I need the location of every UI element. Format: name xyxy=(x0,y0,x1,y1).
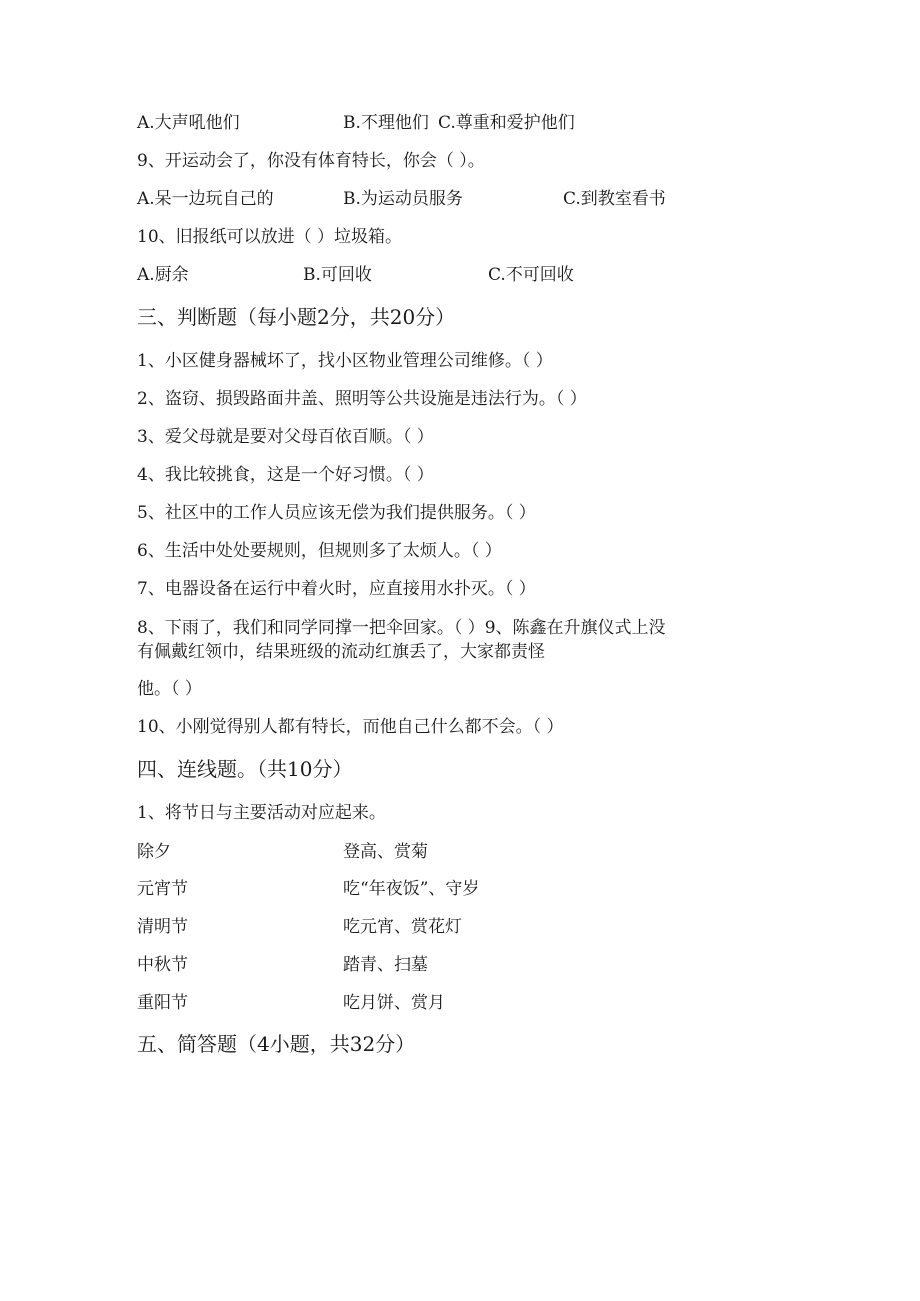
q9-stem: 9、开运动会了，你没有体育特长，你会（ ）。 xyxy=(137,151,485,171)
q8-option-a: A.大声吼他们 xyxy=(137,113,240,133)
q10-option-a: A.厨余 xyxy=(137,265,189,285)
judge-item-1: 1、小区健身器械坏了，找小区物业管理公司维修。（ ） xyxy=(137,351,553,371)
activity-item: 吃元宵、赏花灯 xyxy=(343,917,462,937)
q8-option-c: C.尊重和爱护他们 xyxy=(438,113,575,133)
judge-item-9-cont: 有佩戴红领巾，结果班级的流动红旗丢了，大家都责怪 xyxy=(137,642,545,662)
judge-item-8: 8、下雨了，我们和同学同撑一把伞回家。（ ）9、陈鑫在升旗仪式上没 xyxy=(137,618,666,638)
activity-item: 吃“年夜饭”、守岁 xyxy=(343,879,480,899)
judge-item-6: 6、生活中处处要规则，但规则多了太烦人。（ ） xyxy=(137,541,502,561)
judge-item-5: 5、社区中的工作人员应该无偿为我们提供服务。（ ） xyxy=(137,503,536,523)
section5-title: 五、简答题（4小题，共32分） xyxy=(137,1032,416,1056)
section3-title: 三、判断题（每小题2分，共20分） xyxy=(137,305,456,329)
matching-prompt: 1、将节日与主要活动对应起来。 xyxy=(137,803,386,823)
q9-option-a: A.呆一边玩自己的 xyxy=(137,189,274,209)
judge-item-10: 10、小刚觉得别人都有特长，而他自己什么都不会。（ ） xyxy=(137,717,564,737)
judge-item-7: 7、电器设备在运行中着火时，应直接用水扑灭。（ ） xyxy=(137,579,536,599)
q9-option-b: B.为运动员服务 xyxy=(343,189,463,209)
judge-item-2: 2、盗窃、损毁路面井盖、照明等公共设施是违法行为。（ ） xyxy=(137,389,587,409)
festival-item: 重阳节 xyxy=(137,993,188,1013)
activity-item: 登高、赏菊 xyxy=(343,842,428,862)
q10-option-c: C.不可回收 xyxy=(488,265,574,285)
judge-item-3: 3、爱父母就是要对父母百依百顺。（ ） xyxy=(137,427,434,447)
q10-option-b: B.可回收 xyxy=(303,265,372,285)
festival-item: 清明节 xyxy=(137,917,188,937)
q10-stem: 10、旧报纸可以放进（ ）垃圾箱。 xyxy=(137,227,403,247)
section4-title: 四、连线题。（共10分） xyxy=(137,757,353,781)
q9-option-c: C.到教室看书 xyxy=(563,189,666,209)
festival-item: 除夕 xyxy=(137,842,171,862)
q8-option-b: B.不理他们 xyxy=(343,113,429,133)
judge-item-9-end: 他。（ ） xyxy=(137,679,202,699)
activity-item: 踏青、扫墓 xyxy=(343,955,428,975)
festival-item: 元宵节 xyxy=(137,879,188,899)
judge-item-4: 4、我比较挑食，这是一个好习惯。（ ） xyxy=(137,465,434,485)
festival-item: 中秋节 xyxy=(137,955,188,975)
activity-item: 吃月饼、赏月 xyxy=(343,993,445,1013)
